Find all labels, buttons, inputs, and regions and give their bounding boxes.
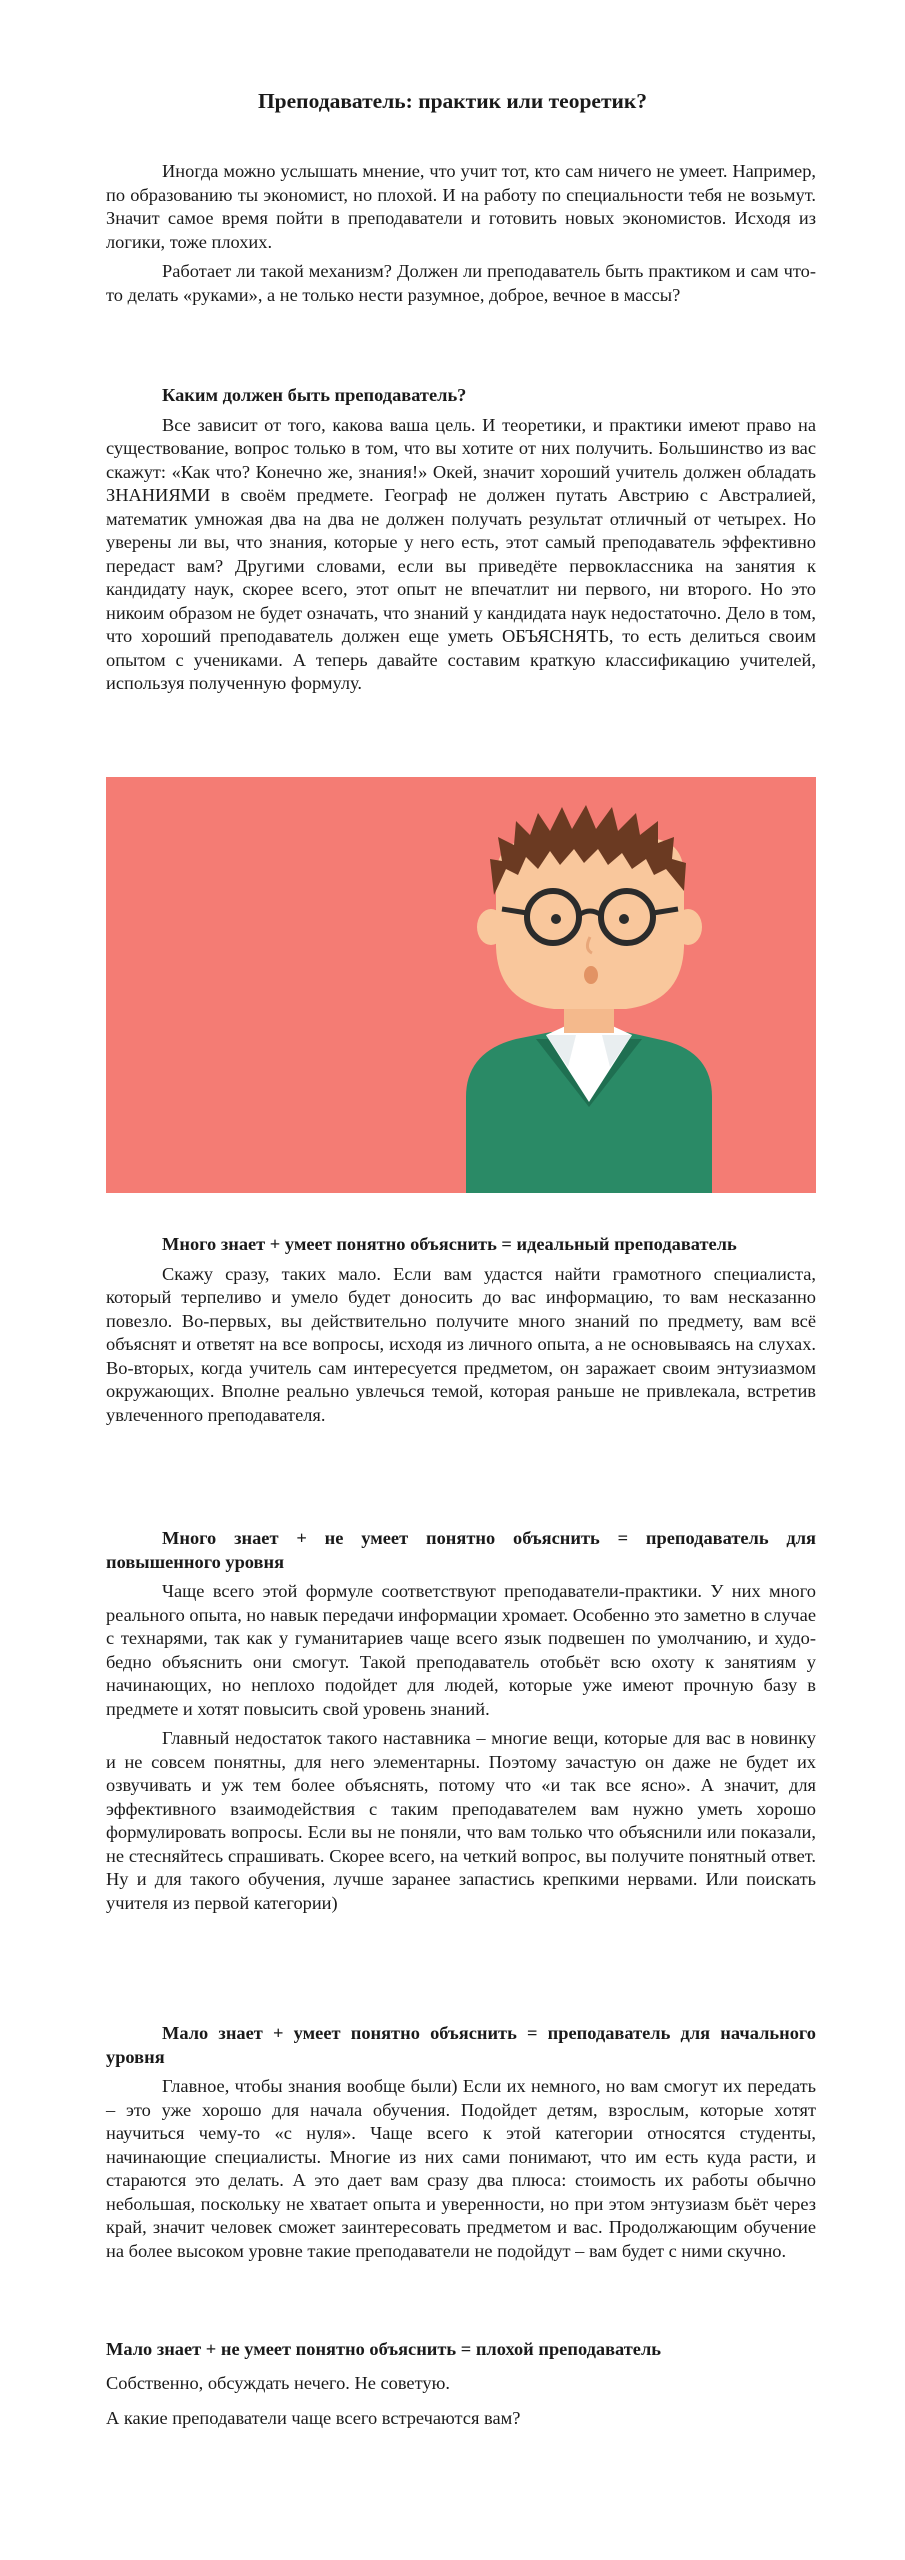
- intro-paragraph-1: Иногда можно услышать мнение, что учит тот, кто сам ничего не умеет. Например, по образованию ты экономист, но плохой. И на работу по специальности тебя не возьмут. Значит самое время пойти в преподаватели и готовить новых экономистов. Исходя из логики, тоже плохих.: [106, 161, 816, 252]
- section-paragraph: Все зависит от того, какова ваша цель. И теоретики, и практики имеют право на существование, вопрос только в том, что вы хотите от них получить. Большинство из вас скажут: «Как что? Конечно же, знания!» Окей, значит хороший учитель должен обладать ЗНАНИЯМИ в своём предмете. Географ не должен путать Австрию с Австралией, математик умножая два на два не должен получать результат отличный от четырех. Но уверены ли вы, что знания, которые у него есть, этот самый преподаватель эффективно передаст вам? Другими словами, если вы приведёте первоклассника на занятия к кандидату наук, скорее всего, этот опыт не впечатлит ни первого, ни второго. Но это никоим образом не будет означать, что знаний у кандидата наук недостаточно. Дело в том, что хороший преподаватель должен еще уметь ОБЪЯСНЯТЬ, то есть делиться своим опытом с учениками. А теперь давайте составим краткую классификацию учителей, используя полученную формулу.: [106, 414, 816, 693]
- section-line: Собственно, обсуждать нечего. Не советую.: [106, 2372, 450, 2393]
- left-eye: [551, 914, 561, 924]
- teacher-drawing: [106, 777, 816, 1193]
- section-advanced-teacher: [106, 1527, 816, 1915]
- intro-block: [106, 160, 816, 307]
- section-paragraph: Главный недостаток такого наставника – многие вещи, которые для вас в новинку и не совсем понятны, для него элементарны. Поэтому зачастую он даже не будет их озвучивать и уж тем более объяснять, потому что «и так все ясно». А значит, для эффективного взаимодействия с таким преподавателем вам нужно уметь хорошо формулировать вопросы. Если вы не поняли, что вам только что объяснили или показали, не стесняйтесь спрашивать. Скорее всего, на четкий вопрос, вы получите понятный ответ. Ну и для такого обучения, лучше заранее запастись крепкими нервами. Или поискать учителя из первой категории): [106, 1728, 816, 1913]
- intro-paragraph-2: Работает ли такой механизм? Должен ли преподаватель быть практиком и сам что-то делать «руками», а не только нести разумное, доброе, вечное в массы?: [106, 261, 816, 305]
- section-beginner-teacher: [106, 2022, 816, 2263]
- section-paragraph: Скажу сразу, таких мало. Если вам удастся найти грамотного специалиста, который терпеливо и умело будет доносить до вас информацию, то вам несказанно повезло. Во-первых, вы действительно получите много знаний по предмету, вам всё объяснят и ответят на все вопросы, исходя из личного опыта, а не основываясь на слухах. Во-вторых, когда учитель сам интересуется предметом, он заражает своим энтузиазмом окружающих. Вполне реально увлечься темой, которая раньше не привлекала, встретив увлеченного преподавателя.: [106, 1263, 816, 1425]
- section-heading: Каким должен быть преподаватель?: [162, 385, 467, 405]
- mouth: [584, 966, 598, 984]
- section-heading: Много знает + умеет понятно объяснить = идеальный преподаватель: [162, 1234, 737, 1254]
- section-paragraph: Чаще всего этой формуле соответствуют преподаватели-практики. У них много реального опыта, но навык передачи информации хромает. Особенно это заметно в случае с технарями, так как у гуманитариев чаще всего язык подвешен по умолчанию, и худо-бедно объяснить они смогут. Такой преподаватель отобьёт всю охоту к занятиям у начинающих, но неплохо подойдет для людей, которые уже имеют прочную базу в предмете и хотят повысить свой уровень знаний.: [106, 1581, 816, 1719]
- section-ideal-teacher: [106, 1233, 816, 1427]
- section-heading: Мало знает + не умеет понятно объяснить = плохой преподаватель: [106, 2339, 661, 2359]
- right-eye: [619, 914, 629, 924]
- section-heading: Много знает + не умеет понятно объяснить = преподаватель для повышенного уровня: [106, 1528, 816, 1572]
- closing-question: А какие преподаватели чаще всего встречаются вам?: [106, 2408, 521, 2428]
- section-teacher-goal: [106, 384, 816, 696]
- section-heading: Мало знает + умеет понятно объяснить = преподаватель для начального уровня: [106, 2023, 816, 2067]
- section-bad-teacher: [106, 2338, 816, 2431]
- article-title: Преподаватель: практик или теоретик?: [257, 89, 648, 113]
- teacher-illustration: [106, 777, 816, 1193]
- section-paragraph: Главное, чтобы знания вообще были) Если их немного, но вам смогут их передать – это уже хорошо для начала обучения. Подойдет детям, взрослым, которые хотят научиться чему-то «с нуля». Чаще всего к этой категории относятся студенты, начинающие специалисты. Многие из них сами понимают, что им есть куда расти, и стараются это делать. А это дает вам сразу два плюса: стоимость их работы обычно небольшая, поскольку не хватает опыта и уверенности, но при этом энтузиазм бьёт через край, значит человек сможет заинтересовать предметом и вас. Продолжающим обучение на более высоком уровне такие преподаватели не подойдут – вам будет с ними скучно.: [106, 2076, 816, 2261]
